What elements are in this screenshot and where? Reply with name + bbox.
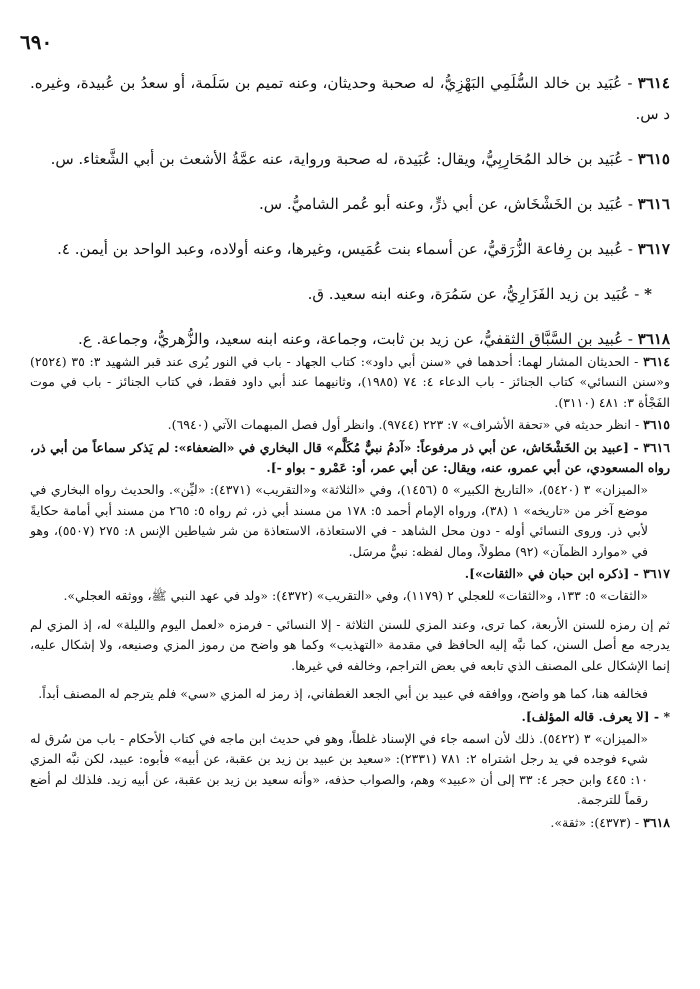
entry-3616 xyxy=(30,189,670,220)
entry-star xyxy=(30,279,670,310)
footnote-number: ٣٦١٨ xyxy=(643,814,670,830)
footnote-3616 xyxy=(30,438,670,479)
footnote-3617 xyxy=(30,564,670,584)
entry-3618 xyxy=(30,324,670,355)
footnote-3617-notes xyxy=(30,586,670,606)
footnote-3616-notes xyxy=(30,480,670,562)
entry-number: ٣٦١٥ xyxy=(637,150,670,168)
footnote-text: فخالفه هنا، كما هو واضح، ووافقه في عبيد بن أبي الجعد الغطفاني، إذ رمز له المزي «سي» فلم يترجم له المصنف أبداً. xyxy=(38,686,648,702)
footnote-number: ٣٦١٤ xyxy=(643,354,670,369)
footnote-divider xyxy=(510,348,670,349)
footnote-text: - [لا يعرف. قاله المؤلف]. xyxy=(521,708,664,724)
footnote-number: ٣٦١٦ xyxy=(643,439,670,455)
entry-text: - عُبَيد بن خالد المُحَارِبِيُّ، ويقال: عُبَيدة، له صحبة ورواية، عنه عمَّةُ الأشعث بن أبي الشَّعثاء. س. xyxy=(50,150,638,168)
footnote-3615 xyxy=(30,415,670,435)
footnote-text: «الميزان» ٣ (٥٤٢٢). ذلك لأن اسمه جاء في الإسناد غلطاً، وهو في حديث ابن ماجه في كتاب الأحكام - باب من سُرق له شيء فوجده في يد رجل اشتراه ٢: ٧٨١ (٢٣٣١): «سعيد بن عبيد بن زيد بن عقبة، عن أبيه» فأبوه: عبيد، لكن نبَّه المزي ١٠: ٤٤٥ وابن حجر ٤: ٣٣ إلى أن «عبيد» وهم، والصواب حذفه، «وأنه سعيد بن زيد بن عقبة، عن أبيه زيد. فلذلك لم أضع رقماً للترجمة. xyxy=(30,730,649,808)
footnote-text: ثم إن رمزه للسنن الأربعة، كما ترى، وعند المزي للسنن الثلاثة - إلا النسائي - فرمزه «لعمل اليوم والليلة» له، إذ المزي لم يدرجه مع أصل السنن، كما نبَّه إليه الحافظ في مقدمة «التهذيب» وكما هو واضح من رموز المزي وصنيعه، ولا إشكال عليه، إنما الإشكال على المصنف الذي تابعه في بعض التراجم، وخالفه في غيرها. xyxy=(30,616,670,673)
footnote-number: * xyxy=(663,708,670,724)
footnote-number: ٣٦١٥ xyxy=(643,417,670,433)
footnote-3614 xyxy=(30,352,670,413)
entry-text: - عُبَيد بن زيد الفَزَارِيُّ، عن سَمُرَة، وعنه ابنه سعيد. ق. xyxy=(307,285,645,303)
footnote-text: - انظر حديثه في «تحفة الأشراف» ٧: ٢٢٣ (٩٧٤٤). وانظر أول فصل المبهمات الآتي (٦٩٤٠). xyxy=(167,417,644,433)
footnote-star xyxy=(30,707,670,727)
footnote-star-notes xyxy=(30,729,670,811)
entry-3615 xyxy=(30,144,670,175)
footnote-text: «الثقات» ٥: ١٣٣، و«الثقات» للعجلي ٢ (١١٧٩)، وفي «التقريب» (٤٣٧٢): «ولد في عهد النبي ﷺ، ووثقه العجلي». xyxy=(63,588,648,604)
footnotes xyxy=(30,352,670,835)
entry-text: - عُبيد بن السَّبَّاق الثقفيُّ، عن زيد بن ثابت، وجماعة، وعنه ابنه سعيد، والزُّهريُّ، وجماعة. ع. xyxy=(77,330,638,348)
footnote-3618 xyxy=(30,813,670,833)
footnote-number: ٣٦١٧ xyxy=(643,566,670,582)
page-number: ٦٩٠ xyxy=(20,30,53,54)
footnote-text: - الحديثان المشار لهما: أحدهما في «سنن أبي داود»: كتاب الجهاد - باب في النور يُرى عند قبر الشهيد ٣: ٣٥ (٢٥٢٤) و«سنن النسائي» كتاب الجنائز - باب الدعاء ٤: ٧٤ (١٩٨٥)، وثانيهما عند أبي داود فقط، في كتاب الجنائز - باب في موت الفَجْأة ٣: ٤٨١ (٣١١٠). xyxy=(30,354,670,410)
footnote-3617-discussion xyxy=(30,615,670,676)
footnote-text: - (٤٣٧٣): «ثقة». xyxy=(550,814,644,830)
entry-3617 xyxy=(30,234,670,265)
main-text xyxy=(30,68,670,363)
footnote-3617-discussion-2 xyxy=(30,684,670,704)
entry-text: - عُبَيد بن الخَشْخَاش، عن أبي ذرٍّ، وعنه أبو عُمر الشاميُّ. س. xyxy=(259,195,638,213)
entry-text: - عُبَيد بن خالد السُّلَمِي البَهْزِيُّ، له صحبة وحديثان، وعنه تميم بن سَلَمة، أو سعدُ بن عُبيدة، وغيره. د س. xyxy=(30,74,670,123)
footnote-text: - [عبيد بن الخَشْخَاش، عن أبي ذر مرفوعاً: «آدمُ نبيٌّ مُكَلَّم» قال البخاري في «الضعفاء»: لم يَذكر سماعاً من أبي ذر، رواه المسعودي، عن أبي عمرو، عنه، ويقال: عن أبي عمر، أو: عَمْرو - بواو -]. xyxy=(30,439,670,476)
footnote-text: «الميزان» ٣ (٥٤٢٠)، «التاريخ الكبير» ٥ (١٤٥٦)، وفي «الثلاثة» و«التقريب» (٤٣٧١): «ليِّن». والحديث رواه البخاري في موضع آخر من «تاريخه» ١ (٣٨)، ورواه الإمام أحمد ٥: ١٧٨ من مسند أبي ذر، ثم رواه ٥: ٢٦٥ من مسند أبي أمامة حكايةً لأبي ذر. وروى النسائي أوله - دون محل الشاهد - في الاستعاذة، الاستعاذة من شر شياطين الإنس ٨: ٢٧٥ (٥٥٠٧)، وهو في «موارد الظمآن» (٩٢) مطولاً، ومال لفظه: نبيٌّ مرسَل. xyxy=(30,482,648,559)
entry-number: ٣٦١٨ xyxy=(637,330,670,348)
entry-number: ٣٦١٧ xyxy=(637,240,670,258)
entry-number: ٣٦١٤ xyxy=(637,74,670,92)
entry-text: - عُبيد بن رِفاعة الزُّرَقيُّ، عن أسماء بنت عُمَيس، وغيرها، وعنه أولاده، وعبد الواحد بن أيمن. ٤. xyxy=(57,240,638,258)
entry-3614 xyxy=(30,68,670,130)
footnote-text: - [ذكره ابن حبان في «الثقات»]. xyxy=(464,566,644,582)
entry-number: * xyxy=(644,285,652,303)
entry-number: ٣٦١٦ xyxy=(637,195,670,213)
